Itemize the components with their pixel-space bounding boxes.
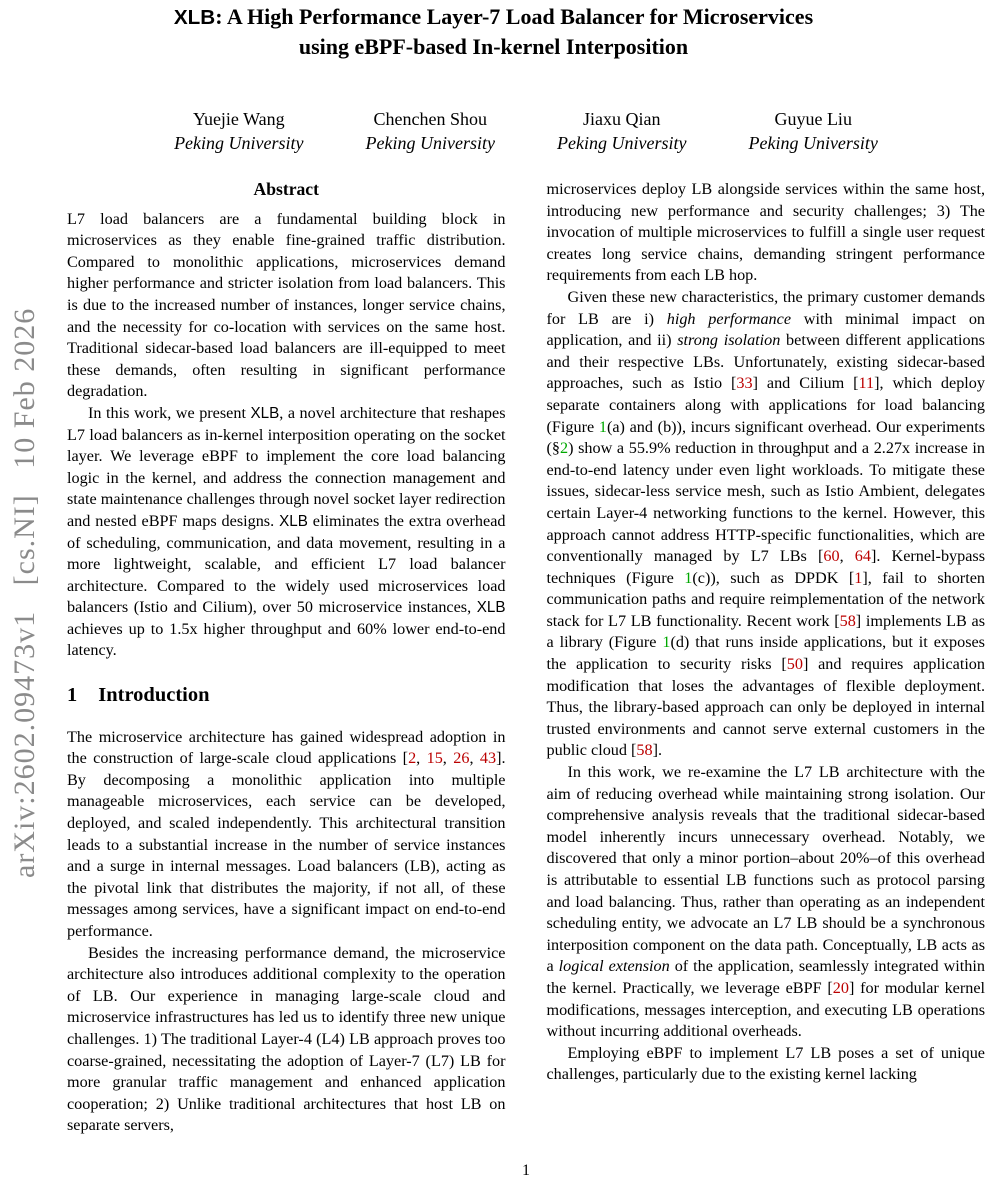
text-run: ], fail to shorten communication paths and require reimplementation of the network stack for L7 LB functionality. Recent work [ (546, 568, 985, 630)
citation-link[interactable]: 15 (426, 749, 443, 768)
text-run: In this work, we present (88, 403, 251, 422)
author-block (174, 107, 303, 155)
citation-link[interactable]: 43 (479, 749, 497, 768)
left-column (67, 179, 506, 1137)
text-run: , a novel architecture that reshapes L7 load balancers as in-kernel interposition operating on the socket layer. We leverage eBPF to implement the core load balancing logic in the kernel, and address the connection management and state maintenance challenges through novel socket layer redirection and nested eBPF maps designs. (67, 403, 506, 530)
citation-link[interactable]: 2 (408, 749, 417, 768)
text-run: ]. Kernel-bypass techniques (Figure (546, 547, 986, 587)
author-block (366, 107, 495, 155)
author-name: Jiaxu Qian (582, 109, 661, 129)
paper-title (0, 3, 987, 61)
system-name-text: XLB (250, 404, 280, 422)
page-number: 1 (522, 1162, 530, 1179)
abstract-heading: Abstract (253, 179, 319, 199)
text-run: using eBPF-based In-kernel Interposition (298, 33, 689, 59)
paragraph (547, 1043, 986, 1086)
text-run: Besides the increasing performance demand, the microservice architecture also introduces additional complexity to the operation of LB. Our experience in managing large-scale cloud and microservice infrastructures has led us to identify three new unique challenges. 1) The traditional Layer-4 (L4) LB approach proves too coarse-grained, necessitating the adoption of Layer-7 (L7) LB for more granular traffic management and enhanced application cooperation; 2) Unlike traditional architectures that host LB on separate servers, (67, 943, 506, 1135)
internal-ref-link[interactable]: 1 (662, 633, 671, 652)
paragraph (67, 943, 506, 1137)
text-run: ] implements LB as a library (Figure (546, 611, 986, 652)
text-run: (a) and (b)), incurs significant overhead. Our experiments (§ (546, 417, 986, 458)
author-affiliation: Peking University (748, 133, 878, 153)
author-block (748, 107, 877, 155)
text-run: ] for modular kernel modifications, messages interception, and executing LB operations without incurring additional overheads. (546, 978, 986, 1041)
text-run: ) show a 55.9% reduction in throughput and a 2.27x increase in end-to-end latency under even light workloads. To mitigate these issues, sidecar-less service mesh, such as Istio Ambient, delegates certain Layer-4 networking functions to the kernel. However, this approach cannot address HTTP-specific functionalities, which are conventionally managed by L7 LBs [ (546, 439, 985, 566)
text-run: ], which deploy separate containers along with applications for load balancing (Figure (546, 374, 985, 436)
text-run: , (442, 749, 454, 768)
text-run: Employing eBPF to implement L7 LB poses a set of unique challenges, particularly due to the existing kernel lacking (546, 1043, 985, 1084)
emphasis-text: logical extension (558, 957, 670, 976)
text-run: : A High Performance Layer-7 Load Balancer for Microservices (215, 4, 814, 29)
citation-link[interactable]: 58 (839, 611, 856, 630)
citation-link[interactable]: 60 (823, 547, 840, 566)
text-run: The microservice architecture has gained widespread adoption in the construction of large-scale cloud applications [ (67, 727, 506, 768)
text-run: ]. By decomposing a monolithic application into multiple manageable microservices, each service can be developed, deployed, and scaled independently. This architectural transition leads to a substantial increase in the number of service instances and a surge in internal messages. Load balancers (LB), acting as the pivotal link that distributes the majority, if not all, of these messages among services, have a significant impact on end-to-end performance. (67, 749, 506, 940)
text-run: ] and Cilium [ (752, 374, 859, 393)
text-run: of the application, seamlessly integrated within the kernel. Practically, we leverage eBPF [ (546, 957, 985, 997)
section-number: 1 (67, 684, 78, 707)
text-run: with minimal impact on application, and ii) (546, 309, 986, 350)
text-run: achieves up to 1.5x higher throughput and 60% lower end-to-end latency. (67, 619, 506, 660)
text-run: ] and requires application modification that loses the advantages of flexible deployment. Thus, the library-based approach can only be deployed in internal trusted environments and cannot serve external customers in the public cloud [ (546, 655, 985, 760)
paragraph (547, 179, 986, 287)
citation-link[interactable]: 50 (786, 655, 803, 674)
internal-ref-link[interactable]: 1 (598, 417, 607, 436)
emphasis-text: strong isolation (677, 331, 781, 350)
text-run: eliminates the extra overhead of scheduling, communication, and data movement, resulting in a more lightweight, scalable, and efficient L7 load balancer architecture. Compared to the widely used microservices load balancers (Istio and Cilium), over 50 microservice instances, (67, 511, 506, 617)
citation-link[interactable]: 64 (854, 547, 871, 566)
text-run: , (469, 749, 480, 768)
right-column (547, 179, 986, 1137)
citation-link[interactable]: 26 (453, 749, 470, 768)
author-name: Chenchen Shou (373, 109, 487, 129)
citation-link[interactable]: 58 (636, 741, 653, 760)
paper-title-line (0, 33, 987, 62)
author-name: Guyue Liu (774, 109, 852, 129)
author-affiliation: Peking University (174, 133, 304, 153)
paragraph (67, 403, 506, 662)
paragraph (67, 209, 506, 403)
paragraph (67, 727, 506, 943)
citation-link[interactable]: 11 (858, 374, 875, 393)
text-run: (d) that runs inside applications, but it exposes the application to security risks [ (546, 633, 985, 674)
internal-ref-link[interactable]: 2 (559, 439, 569, 458)
text-run: Given these new characteristics, the primary customer demands for LB are i) (546, 287, 985, 328)
citation-link[interactable]: 1 (854, 568, 863, 587)
text-run: between different applications and their respective LBs. Unfortunately, existing sidecar-based approaches, such as Istio [ (546, 331, 985, 393)
system-name-text: XLB (476, 599, 506, 617)
text-run: microservices deploy LB alongside services within the same host, introducing new performance and security challenges; 3) The invocation of multiple microservices to fulfill a single user request creates long service chains, demanding stringent performance requirements from each LB hop. (546, 180, 985, 285)
citation-link[interactable]: 33 (736, 374, 753, 393)
text-run: ]. (652, 741, 663, 760)
text-run: , (416, 749, 427, 768)
author-block (557, 107, 686, 155)
text-run: In this work, we re-examine the L7 LB architecture with the aim of reducing overhead while maintaining strong isolation. Our comprehensive analysis reveals that the traditional sidecar-based model inherently incurs unnecessary overhead. Notably, we discovered that only a minor portion–about 20%–of this overhead is attributable to essential LB functions such as protocol parsing and load balancing. Thus, rather than operating as an independent scheduling entity, we advocate an L7 LB should be a synchronous interposition component on the data path. Conceptually, LB acts as a (546, 763, 985, 976)
author-name: Yuejie Wang (192, 109, 285, 129)
arxiv-watermark: arXiv:2602.09473v1 [cs.NI] 10 Feb 2026 (8, 307, 41, 878)
emphasis-text: high performance (666, 309, 792, 328)
paper-title-line (0, 3, 987, 33)
system-name-text: XLB (173, 6, 216, 29)
paragraph (547, 762, 986, 1043)
section-title: Introduction (98, 684, 210, 707)
author-list (67, 107, 985, 155)
section-heading (67, 685, 506, 707)
author-affiliation: Peking University (365, 133, 495, 153)
author-affiliation: Peking University (557, 133, 687, 153)
internal-ref-link[interactable]: 1 (684, 568, 693, 587)
text-run: L7 load balancers are a fundamental building block in microservices as they enable fine-grained traffic distribution. Compared to monolithic applications, microservices demand higher performance and stricter isolation from load balancers. This is due to the increased number of instances, longer service chains, and the necessity for co-location with services on the same host. Traditional sidecar-based load balancers are ill-equipped to meet these demands, often resulting in significant performance degradation. (67, 209, 506, 401)
text-run: (c)), such as DPDK [ (692, 568, 855, 587)
citation-link[interactable]: 20 (832, 978, 849, 997)
text-run: , (839, 547, 855, 566)
paper-body (67, 179, 985, 1137)
paragraph (547, 287, 986, 762)
system-name-text: XLB (279, 512, 308, 530)
